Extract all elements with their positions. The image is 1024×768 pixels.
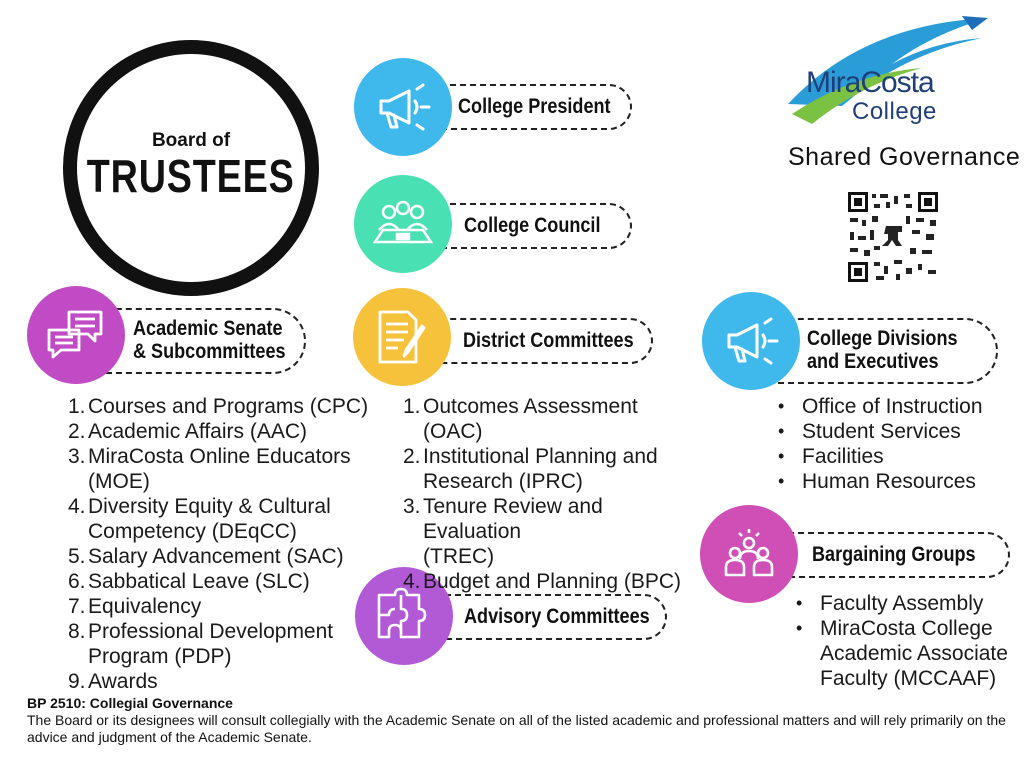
qr-code[interactable] — [846, 190, 940, 284]
district-committees-label: District Committees — [463, 328, 634, 352]
list-item: 2. Institutional Planning and Research (IPRC) — [403, 445, 658, 493]
advisory-committees-label: Advisory Committees — [464, 604, 650, 628]
footer-note — [27, 695, 1007, 746]
college-divisions-label-2: and Executives — [807, 350, 939, 373]
megaphone-icon — [354, 58, 452, 156]
bargaining-groups-list — [796, 591, 1011, 691]
miracosta-logo — [782, 14, 997, 139]
list-item: 3. MiraCosta Online Educators (MOE) — [68, 445, 351, 493]
list-item: • MiraCosta College Academic Associate Faculty (MCCAAF) — [796, 617, 1008, 690]
list-item: 5. Salary Advancement (SAC) — [68, 545, 344, 568]
college-president-label: College President — [458, 94, 611, 118]
divisions-list — [778, 394, 1008, 494]
college-council-label: College Council — [464, 213, 601, 237]
list-item: 8. Professional Development Program (PDP) — [68, 620, 334, 668]
list-item: 2. Academic Affairs (AAC) — [68, 420, 308, 443]
list-item: 1. Courses and Programs (CPC) — [68, 395, 369, 418]
logo-text-college: College — [852, 98, 937, 125]
list-item: • Office of Instruction — [778, 395, 983, 418]
bargaining-groups-label: Bargaining Groups — [812, 542, 976, 566]
list-item: • Faculty Assembly — [796, 592, 984, 615]
list-item: 4. Diversity Equity & Cultural Competency (DEqCC) — [68, 495, 331, 543]
board-subtitle: Board of — [151, 129, 231, 151]
list-item: 6. Sabbatical Leave (SLC) — [68, 570, 310, 593]
list-item: 9. Awards — [68, 670, 158, 693]
shared-governance-title: Shared Governance — [788, 143, 1021, 171]
list-item: 4. Budget and Planning (BPC) — [403, 570, 681, 593]
list-item: • Facilities — [778, 445, 884, 468]
academic-senate-label-1: Academic Senate — [133, 317, 283, 341]
footer-title: BP 2510: Collegial Governance — [27, 695, 233, 711]
document-pen-icon — [353, 288, 451, 386]
senate-subcommittees-list — [68, 394, 398, 694]
chat-bubbles-icon — [27, 286, 125, 384]
academic-senate-label-2: & Subcommittees — [133, 340, 286, 363]
qr-code-icon — [846, 190, 940, 284]
district-committees-list — [403, 394, 703, 594]
board-of-trustees-circle — [63, 40, 319, 296]
board-title: TRUSTEES — [87, 149, 295, 202]
list-item: 3. Tenure Review and Evaluation (TREC) — [403, 495, 603, 568]
group-people-icon — [700, 505, 798, 603]
logo-text-miracosta: MiraCosta — [806, 66, 934, 99]
college-divisions-label-1: College Divisions — [807, 327, 958, 351]
footer-text: The Board or its designees will consult collegially with the Academic Senate on all of the listed academic and professional matters and will rely primarily on the advice and judgment of the Academic Senate. — [27, 712, 1006, 745]
megaphone-icon-divisions — [702, 292, 800, 390]
list-item: • Human Resources — [778, 470, 976, 493]
list-item: 1. Outcomes Assessment (OAC) — [403, 395, 638, 443]
list-item: 7. Equivalency — [68, 595, 202, 618]
list-item: • Student Services — [778, 420, 961, 443]
meeting-icon — [354, 175, 452, 273]
